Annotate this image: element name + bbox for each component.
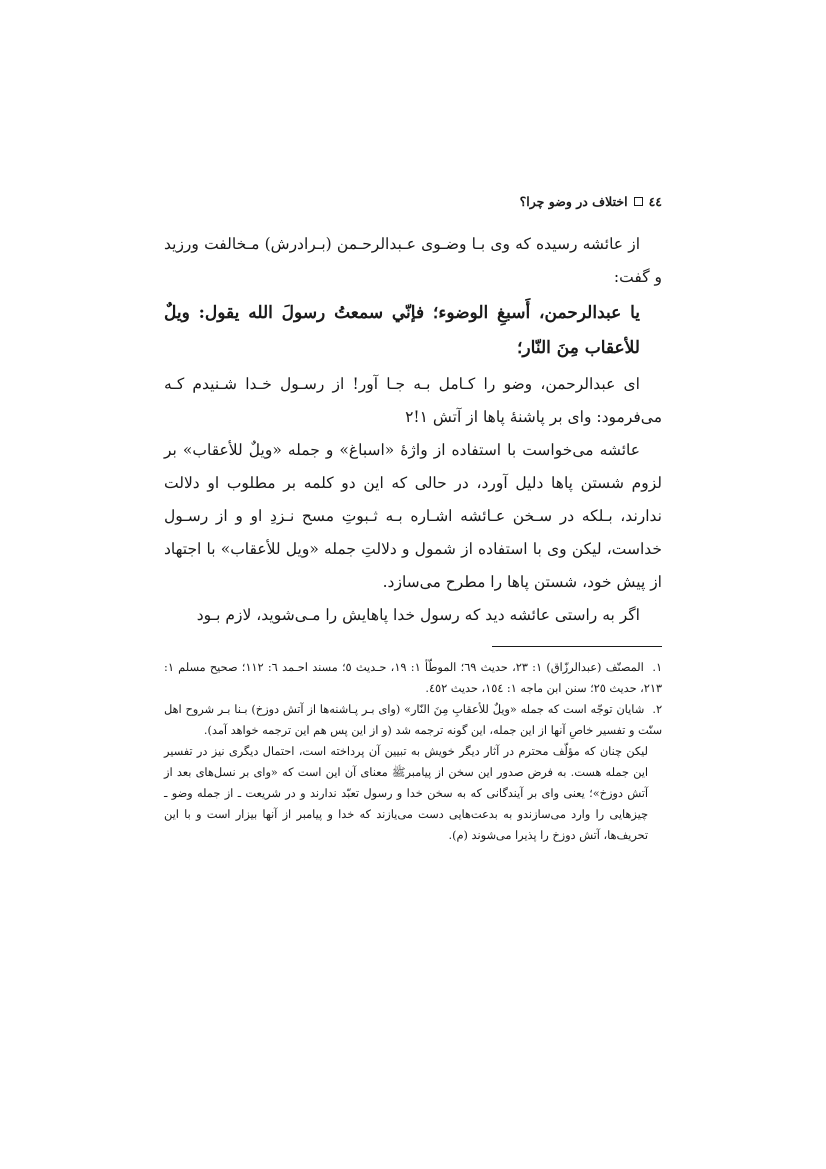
footnote-1 [164, 657, 662, 699]
running-title: اختلاف در وضو چرا؟ [519, 193, 628, 209]
footnote-2-number: ٢. [652, 703, 663, 716]
paragraph-3: اگر به راستی عائشه دید که رسول خدا پاهایش را مـی‌شوید، لازم بـود [196, 606, 640, 624]
footnote-2-text: شایان توجّه است که جمله «ویلٌ للأعقابِ مِنَ النّار» (وای بـر پـاشنه‌ها از آتش دوزخ) بـنا بـر شروح اهل سنّت و تفسیر خاصِ آنها از این جمله، این گونه ترجمه شد (و از این پس هم این ترجمه خواهد آمد). [164, 703, 662, 737]
running-header [164, 190, 662, 212]
footnote-1-text: المصنّف (عبدالرزّاق) ١: ٢٣، حدیث ٦٩؛ الموطّأ ١: ١٩، حـدیث ٥؛ مسند احـمد ٦: ١١٢؛ صحیح مسلم ١: ٢١٣، حدیث ٢٥؛ سنن ابن ماجه ١: ١٥٤، حدیث ٤٥٢. [164, 661, 662, 695]
arabic-hadith-quote: يا عبدالرحمن، أَسبغِ الوضوء؛ فإنّي سمعتُ رسولَ الله يقول: ويلٌ للأعقاب مِنَ النّار؛ [164, 303, 640, 358]
footnote-1-number: ١. [652, 661, 663, 674]
footnote-2-continuation: لیکن چنان که مؤلّف محترم در آثار دیگر خویش به تبیین آن پرداخته است، احتمال دیگری نیز در تفسیر این جمله هست. به فرض صدور این سخن از پیامبرﷺ معنای آن این است که «وای بر نسل‌های بعد از آتش دوزخ»؛ یعنی وای بر آیندگانی که به سخن خدا و رسول تعبّد ندارند و در شریعت ـ از جمله وضو ـ چیزهایی را وارد می‌سازندو به بدعت‌هایی دست می‌یازند که خدا و پیامبر از آنها بیزار است و با این تحریف‌ها، آتش دوزخ را پذیرا می‌شوند (م). [164, 745, 648, 842]
paragraph-2: عائشه می‌خواست با استفاده از واژهٔ «اسباغ» و جمله «ویلٌ للأعقاب» بر لزوم شستن پاها دلیل آورد، در حالی که این دو کلمه بر مطلوب او دلالت ندارند، بـلکه در سـخن عـائشه اشـاره بـه ثـبوتِ مسح نـزدِ او و از رسـول خداست، لیکن وی با استفاده از شمول و دلالتِ جمله «ویل للأعقاب» با اجتهاد از پیش خود، شستن پاها را مطرح می‌سازد. [164, 441, 662, 591]
paragraph-1: از عائشه رسیده که وی بـا وضـوی عـبدالرحـمن (بـرادرش) مـخالفت ورزید و گفت: [164, 235, 662, 286]
book-page [164, 190, 662, 846]
square-ornament-icon [634, 197, 643, 206]
page-number: ٤٤ [648, 193, 662, 209]
footnote-2 [164, 699, 662, 741]
paragraph-translation: ای عبدالرحمن، وضو را کـامل بـه جـا آور! از رسـول خـدا شـنیدم کـه می‌فرمود: وای بر پاشنهٔ پاها از آتش ١!٢ [164, 375, 662, 426]
footnote-divider [492, 646, 662, 647]
